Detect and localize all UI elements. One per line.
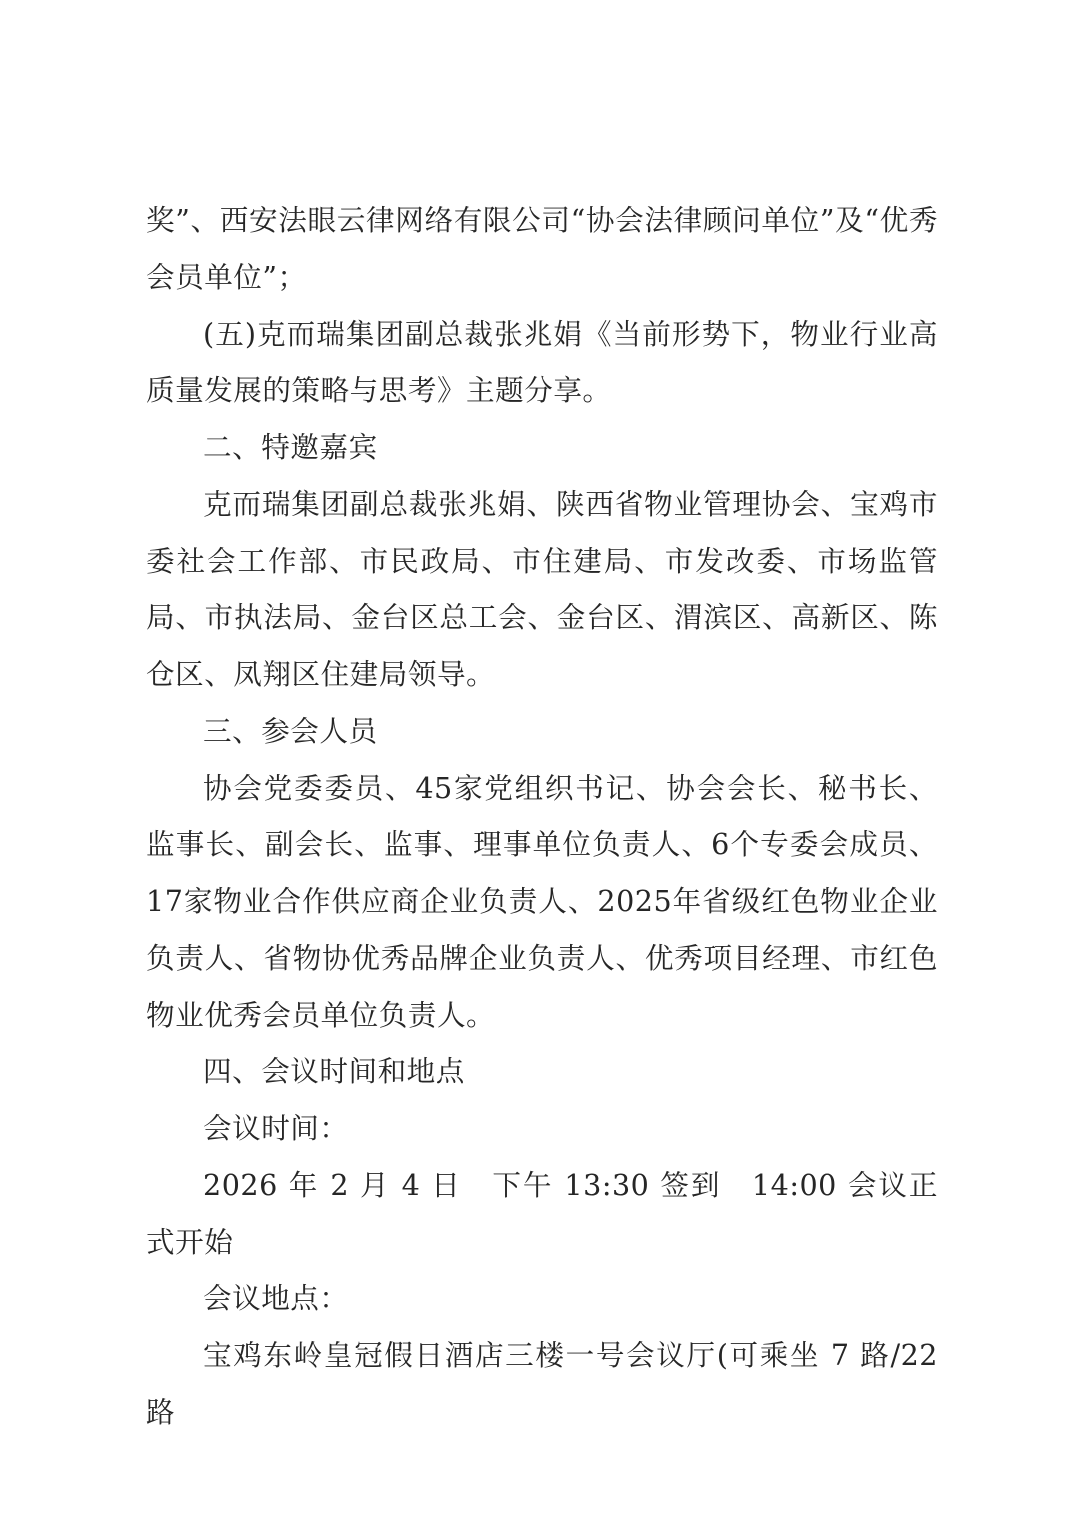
label-meeting-time: 会议时间： bbox=[203, 1111, 349, 1145]
label-meeting-place: 会议地点： bbox=[203, 1281, 349, 1316]
section-heading-time-place: 四、会议时间和地点 bbox=[203, 1054, 465, 1089]
paragraph-meeting-place: 宝鸡东岭皇冠假日酒店三楼一号会议厅(可乘坐 7 路/22 路 bbox=[146, 1338, 938, 1429]
paragraph-award-continuation: 奖”、西安法眼云律网络有限公司“协会法律顾问单位”及“优秀会员单位”； bbox=[146, 203, 938, 294]
paragraph-meeting-time: 2026 年 2 月 4 日 下午 13:30 签到 14:00 会议正式开始 bbox=[146, 1167, 938, 1259]
paragraph-guests: 克而瑞集团副总裁张兆娟、陕西省物业管理协会、宝鸡市委社会工作部、市民政局、市住建局、市发改委、市场监管局、市执法局、金台区总工会、金台区、渭滨区、高新区、陈仓区、凤翔区住建局领导。 bbox=[146, 486, 938, 691]
section-heading-attendees: 三、参会人员 bbox=[203, 713, 378, 748]
document-body bbox=[146, 192, 938, 1441]
paragraph-item-five: (五)克而瑞集团副总裁张兆娟《当前形势下，物业行业高质量发展的策略与思考》主题分享。 bbox=[146, 316, 938, 408]
paragraph-attendees: 协会党委委员、45家党组织书记、协会会长、秘书长、监事长、副会长、监事、理事单位负责人、6个专委会成员、17家物业合作供应商企业负责人、2025年省级红色物业企业负责人、省物协优秀品牌企业负责人、优秀项目经理、市红色物业优秀会员单位负责人。 bbox=[146, 770, 938, 1032]
section-heading-guests: 二、特邀嘉宾 bbox=[203, 430, 378, 464]
